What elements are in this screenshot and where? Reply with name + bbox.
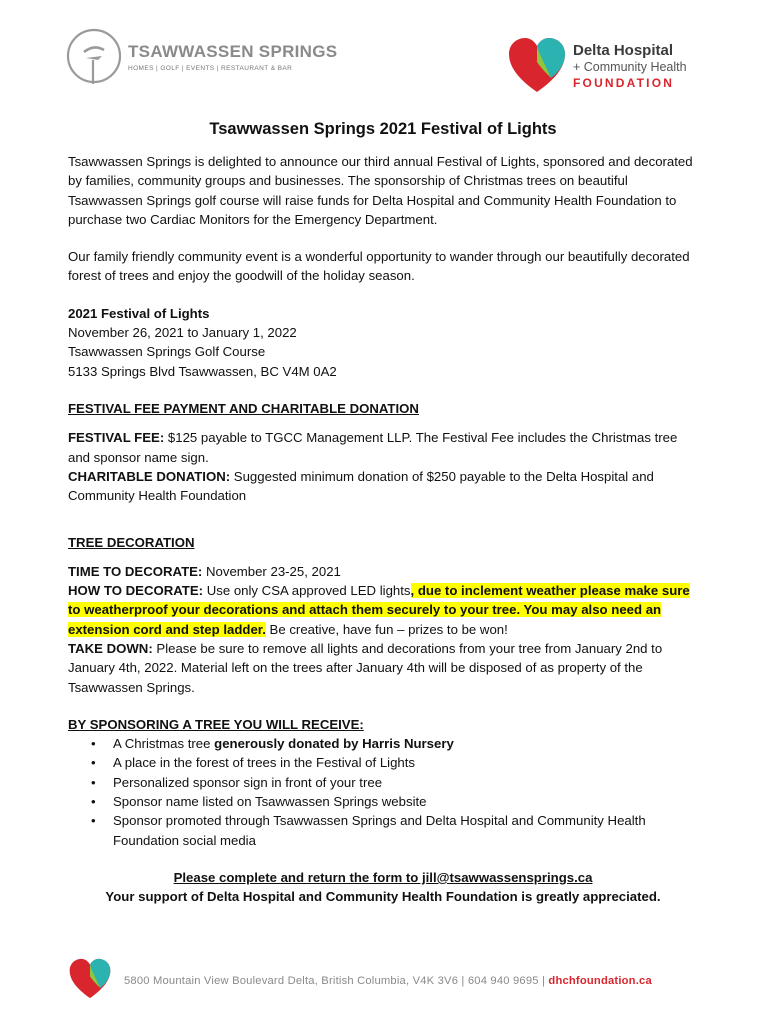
how-tail: Be creative, have fun – prizes to be won!: [265, 621, 508, 637]
footer-website-link[interactable]: dhchfoundation.ca: [548, 975, 652, 987]
crane-logo-icon: [66, 28, 122, 84]
thank-you-note: Your support of Delta Hospital and Community Health Foundation is greatly appreciated.: [105, 889, 661, 905]
list-item: • A place in the forest of trees in the Festival of Lights: [113, 753, 698, 772]
time-label: TIME TO DECORATE:: [68, 563, 203, 579]
list-item: • Sponsor promoted through Tsawwassen Springs and Delta Hospital and Community Health Foundation social media: [113, 811, 698, 850]
dh-logo-line1: Delta Hospital: [573, 42, 674, 59]
event-venue: Tsawwassen Springs Golf Course: [68, 344, 266, 360]
donation-label: CHARITABLE DONATION:: [68, 468, 231, 484]
delta-hospital-logo: [507, 34, 707, 104]
heart-logo-icon: [507, 34, 567, 96]
time-text: November 23-25, 2021: [202, 563, 341, 579]
decoration-section-heading: TREE DECORATION: [68, 535, 195, 551]
weather-warning-highlight: , due to inclement weather please make sure to weatherproof your decorations and attach them securely to your tree. You may also need an extension cord and step ladder.: [68, 583, 690, 637]
benefit-item-1-text: A Christmas tree: [113, 736, 215, 752]
takedown-text: Please be sure to remove all lights and decorations from your tree from January 2nd to January 4th, 2022. Material left on the trees after January 4th will be disposed of as property of the Tsawwassen Springs.: [68, 640, 663, 695]
tsawwassen-springs-logo: [66, 28, 338, 104]
event-address: 5133 Springs Blvd Tsawwassen, BC V4M 0A2: [68, 363, 337, 379]
benefit-item-1-bold: generously donated by Harris Nursery: [214, 736, 454, 752]
return-form-instruction: Please complete and return the form to jill@tsawwassensprings.ca: [173, 869, 593, 885]
time-to-decorate: [68, 562, 698, 581]
how-text: Use only CSA approved LED lights: [203, 583, 411, 599]
festival-fee-text: $125 payable to TGCC Management LLP. The Festival Fee includes the Christmas tree and sponsor name sign.: [68, 430, 678, 465]
take-down: [68, 639, 698, 697]
document-body: [68, 118, 698, 907]
takedown-label: TAKE DOWN:: [68, 640, 153, 656]
ts-logo-name: TSAWWASSEN SPRINGS: [128, 42, 338, 61]
how-label: HOW TO DECORATE:: [68, 583, 204, 599]
list-item: [113, 734, 698, 753]
charitable-donation: [68, 467, 698, 506]
ts-logo-tagline: HOMES | GOLF | EVENTS | RESTAURANT & BAR: [128, 65, 293, 72]
intro-paragraph-2: Our family friendly community event is a wonderful opportunity to wander through our beautifully decorated forest of trees and enjoy the goodwill of the holiday season.: [68, 249, 690, 284]
dh-logo-line3: FOUNDATION: [573, 76, 675, 90]
heart-logo-icon: [68, 956, 112, 1001]
festival-fee: [68, 428, 698, 467]
benefits-section-heading: BY SPONSORING A TREE YOU WILL RECEIVE:: [68, 716, 364, 732]
footer-address: 5800 Mountain View Boulevard Delta, British Columbia, V4K 3V6 | 604 940 9695 |: [124, 975, 549, 987]
list-item: • Sponsor name listed on Tsawwassen Springs website: [113, 792, 698, 811]
event-name: 2021 Festival of Lights: [68, 305, 210, 321]
how-to-decorate: [68, 581, 698, 639]
event-details: [68, 304, 698, 381]
footer: [68, 956, 668, 1002]
list-item: • Personalized sponsor sign in front of your tree: [113, 773, 698, 792]
benefits-list: [68, 734, 698, 850]
intro-paragraph-1: Tsawwassen Springs is delighted to announce our third annual Festival of Lights, sponsored and decorated by families, community groups and businesses. The sponsorship of Christmas trees on beautiful Tsawwassen Springs golf course will raise funds for Delta Hospital and Community Health Foundation to purchase two Cardiac Monitors for the Emergency Department.: [68, 154, 693, 227]
document-title: Tsawwassen Springs 2021 Festival of Lights: [209, 120, 557, 138]
donation-text: Suggested minimum donation of $250 payable to the Delta Hospital and Community Health Foundation: [68, 468, 654, 504]
event-dates: November 26, 2021 to January 1, 2022: [68, 325, 297, 341]
footer-contact: [124, 975, 652, 987]
festival-fee-label: FESTIVAL FEE:: [68, 430, 165, 446]
dh-logo-line2: + Community Health: [573, 60, 687, 74]
fee-section-heading: FESTIVAL FEE PAYMENT AND CHARITABLE DONATION: [68, 400, 419, 416]
